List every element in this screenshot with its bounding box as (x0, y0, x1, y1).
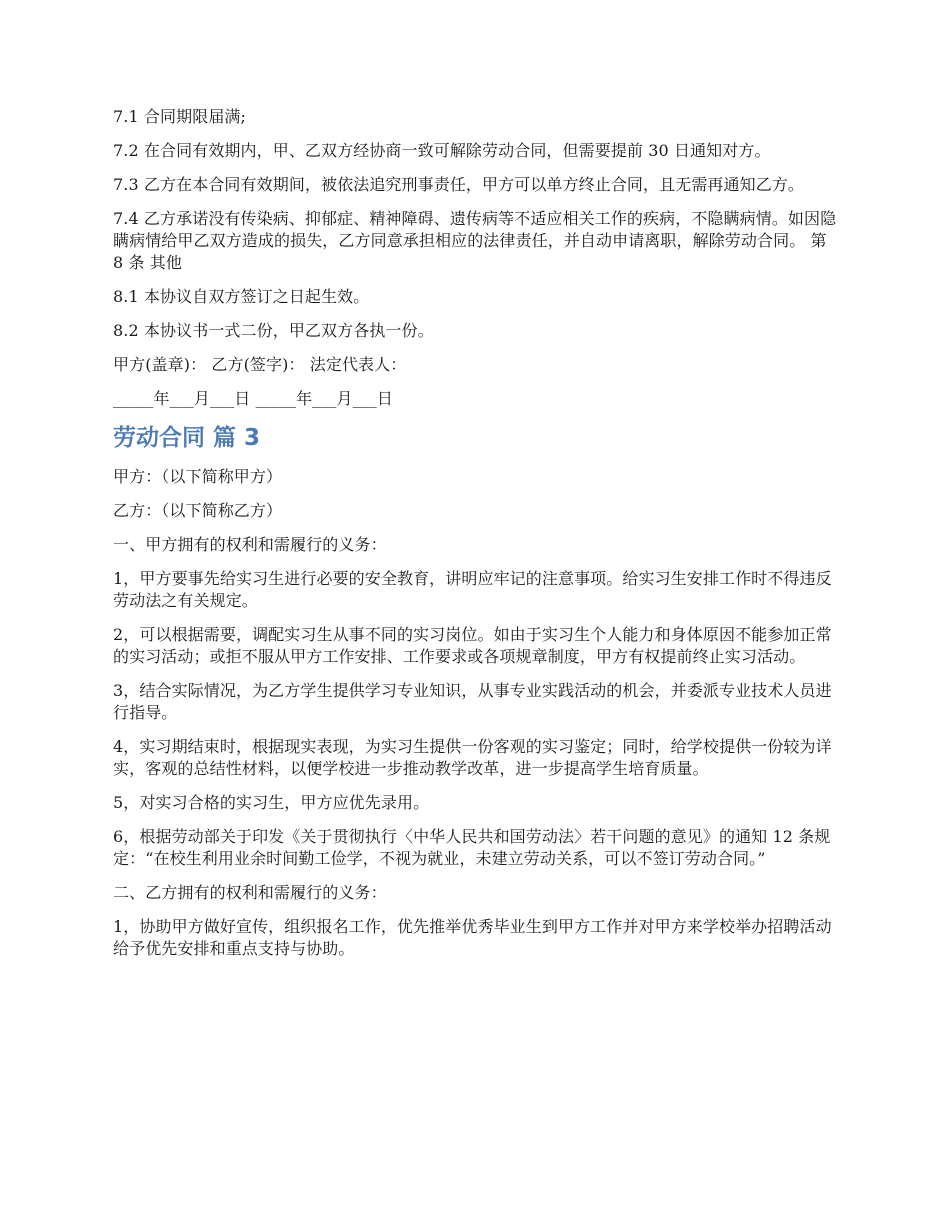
party-a-duty-2: 2，可以根据需要，调配实习生从事不同的实习岗位。如由于实习生个人能力和身体原因不能参加正常的实习活动；或拒不服从甲方工作安排、工作要求或各项规章制度，甲方有权提前终止实习活动。 (113, 625, 832, 666)
party-a-duty-4: 4，实习期结束时，根据现实表现，为实习生提供一份客观的实习鉴定；同时，给学校提供一份较为详实，客观的总结性材料，以便学校进一步推动教学改革，进一步提高学生培育质量。 (113, 737, 832, 778)
party-a-duty-3: 3，结合实际情况，为乙方学生提供学习专业知识，从事专业实践活动的机会，并委派专业技术人员进行指导。 (113, 681, 832, 722)
party-a-duty-1: 1，甲方要事先给实习生进行必要的安全教育，讲明应牢记的注意事项。给实习生安排工作时不得违反劳动法之有关规定。 (113, 569, 832, 610)
party-a-duty-5: 5，对实习合格的实习生，甲方应优先录用。 (113, 793, 430, 812)
party-a-line: 甲方：（以下简称甲方） (113, 467, 283, 486)
paragraph-7-3: 7.3 乙方在本合同有效期间，被依法追究刑事责任，甲方可以单方终止合同，且无需再通知乙方。 (113, 175, 805, 194)
party-a-duty-6: 6，根据劳动部关于印发《关于贯彻执行〈中华人民共和国劳动法〉若干问题的意见》的通知 12 条规定：“在校生利用业余时间勤工俭学，不视为就业，未建立劳动关系，可以不签订劳动合同。” (113, 827, 831, 868)
paragraph-7-2: 7.2 在合同有效期内，甲、乙双方经协商一致可解除劳动合同，但需要提前 30 日通知对方。 (113, 141, 771, 160)
party-b-duty-1: 1，协助甲方做好宣传，组织报名工作，优先推举优秀毕业生到甲方工作并对甲方来学校举办招聘活动给予优先安排和重点支持与协助。 (113, 917, 832, 958)
signature-parties-line: 甲方(盖章)： 乙方(签字)： 法定代表人： (113, 355, 407, 374)
paragraph-7-1: 7.1 合同期限届满; (113, 107, 247, 126)
party-b-duties-heading: 二、乙方拥有的权利和需履行的义务： (113, 883, 387, 902)
paragraph-7-4: 7.4 乙方承诺没有传染病、抑郁症、精神障碍、遗传病等不适应相关工作的疾病，不隐瞒病情。如因隐瞒病情给甲乙双方造成的损失，乙方同意承担相应的法律责任，并自动申请离职，解除劳动合同。 第 8 条 其他 (113, 209, 837, 272)
party-a-duties-heading: 一、甲方拥有的权利和需履行的义务： (113, 535, 387, 554)
signature-date-line: _____年___月___日 _____年___月___日 (113, 389, 393, 408)
paragraph-8-1: 8.1 本协议自双方签订之日起生效。 (113, 287, 370, 306)
paragraph-8-2: 8.2 本协议书一式二份，甲乙双方各执一份。 (113, 321, 434, 340)
party-b-line: 乙方：（以下简称乙方） (113, 501, 283, 520)
section-heading: 劳动合同 篇 3 (113, 425, 261, 451)
